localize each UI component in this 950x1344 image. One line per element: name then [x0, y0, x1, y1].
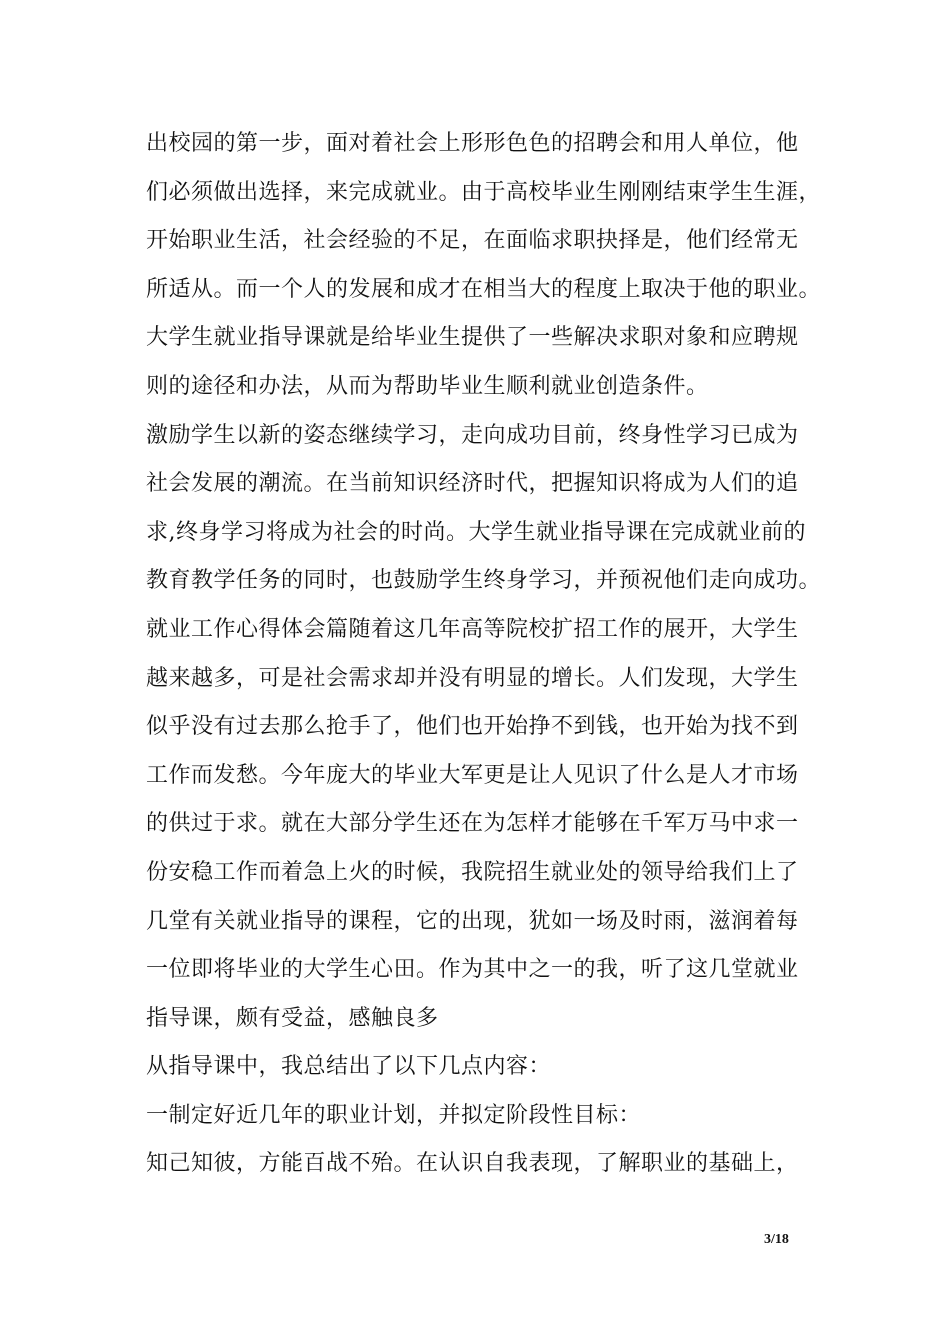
- page-number: 3/18: [764, 1232, 789, 1247]
- text-line-1: 出校园的第一步，面对着社会上形形色色的招聘会和用人单位，他: [146, 131, 799, 156]
- body-text: [146, 120, 826, 1189]
- text-line-17: 几堂有关就业指导的课程，它的出现，犹如一场及时雨，滋润着每: [146, 908, 799, 934]
- text-line-16: 份安稳工作而着急上火的时候，我院招生就业处的领导给我们上了: [146, 859, 799, 885]
- text-line-11: 就业工作心得体会篇随着这几年高等院校扩招工作的展开，大学生: [146, 616, 799, 642]
- text-line-2: 们必须做出选择，来完成就业。由于高校毕业生刚刚结束学生生涯，: [146, 179, 822, 205]
- text-line-5: 大学生就业指导课就是给毕业生提供了一些解决求职对象和应聘规: [146, 325, 799, 351]
- text-line-22: 知己知彼，方能百战不殆。在认识自我表现，了解职业的基础上，: [146, 1151, 799, 1177]
- text-line-21: 一制定好近几年的职业计划，并拟定阶段性目标：: [146, 1102, 642, 1128]
- text-line-6: 则的途径和办法，从而为帮助毕业生顺利就业创造条件。: [146, 373, 709, 399]
- text-line-4: 所适从。而一个人的发展和成才在相当大的程度上取决于他的职业。: [146, 276, 822, 302]
- text-line-13: 似乎没有过去那么抢手了，他们也开始挣不到钱，也开始为找不到: [146, 714, 799, 740]
- text-line-18: 一位即将毕业的大学生心田。作为其中之一的我，听了这几堂就业: [146, 957, 799, 983]
- text-line-20: 从指导课中，我总结出了以下几点内容：: [146, 1054, 552, 1080]
- text-line-9: 求,终身学习将成为社会的时尚。大学生就业指导课在完成就业前的: [146, 519, 806, 545]
- text-line-12: 越来越多，可是社会需求却并没有明显的增长。人们发现，大学生: [146, 665, 799, 691]
- text-line-10: 教育教学任务的同时，也鼓励学生终身学习，并预祝他们走向成功。: [146, 568, 822, 594]
- text-line-14: 工作而发愁。今年庞大的毕业大军更是让人见识了什么是人才市场: [146, 762, 799, 788]
- text-line-19: 指导课，颇有受益，感触良多: [146, 1005, 439, 1031]
- text-line-15: 的供过于求。就在大部分学生还在为怎样才能够在千军万马中求一: [146, 811, 799, 837]
- text-line-7: 激励学生以新的姿态继续学习，走向成功目前，终身性学习已成为: [146, 422, 799, 448]
- text-line-8: 社会发展的潮流。在当前知识经济时代，把握知识将成为人们的追: [146, 471, 799, 497]
- text-line-3: 开始职业生活，社会经验的不足，在面临求职抉择是，他们经常无: [146, 228, 799, 254]
